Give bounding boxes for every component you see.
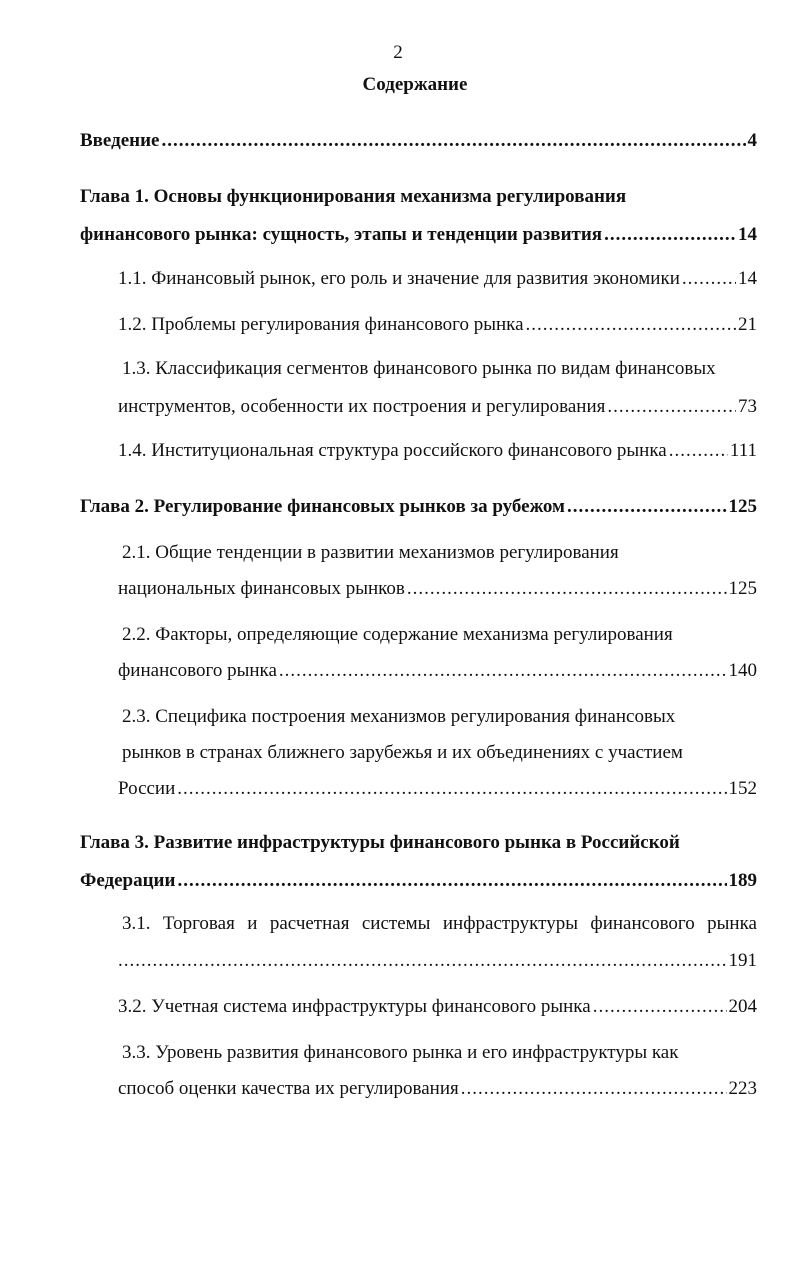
toc-entry-page: 191 — [728, 950, 757, 971]
toc-entry-label: России — [118, 778, 176, 799]
toc-entry-label: финансового рынка: сущность, этапы и тенденции развития — [80, 224, 603, 245]
dot-leader — [526, 314, 736, 336]
toc-entry-label: 3.2. Учетная система инфраструктуры финансового рынка — [118, 996, 591, 1017]
dot-leader — [669, 440, 728, 462]
word: 3.1. — [122, 913, 151, 934]
toc-entry-page: 111 — [729, 440, 757, 461]
toc-title: Содержание — [362, 74, 468, 95]
word: рынка — [707, 913, 757, 934]
toc-entry-intro[interactable] — [80, 130, 757, 152]
word: и — [247, 913, 258, 934]
dot-leader — [118, 950, 727, 972]
word: инфраструктуры — [442, 913, 578, 934]
word: системы — [361, 913, 431, 934]
dot-leader — [177, 778, 726, 800]
toc-entry-page: 125 — [728, 496, 757, 517]
toc-entry-1-4[interactable] — [118, 440, 757, 462]
toc-entry-label: способ оценки качества их регулирования — [118, 1078, 459, 1099]
toc-entry-label: Федерации — [80, 870, 176, 891]
chapter-3-heading-line1[interactable]: Глава 3. Развитие инфраструктуры финансового рынка в Российской — [80, 832, 680, 853]
toc-entry-2-1-line1[interactable]: 2.1. Общие тенденции в развитии механизмов регулирования — [122, 542, 619, 563]
toc-entry-1-3[interactable] — [118, 396, 757, 418]
dot-leader — [593, 996, 727, 1018]
toc-entry-label: 1.4. Институциональная структура российского финансового рынка — [118, 440, 667, 461]
toc-entry-3-3-line1[interactable]: 3.3. Уровень развития финансового рынка и его инфраструктуры как — [122, 1042, 679, 1063]
toc-entry-1-2[interactable] — [118, 314, 757, 336]
page-number: 2 — [393, 42, 403, 63]
toc-entry-label: национальных финансовых рынков — [118, 578, 405, 599]
toc-entry-page: 152 — [728, 778, 757, 799]
toc-entry-page: 14 — [738, 224, 757, 245]
toc-entry-chapter-3[interactable] — [80, 870, 757, 892]
toc-entry-chapter-2[interactable] — [80, 496, 757, 518]
toc-entry-label: Введение — [80, 130, 160, 151]
toc-entry-2-3-line2[interactable]: рынков в странах ближнего зарубежья и их объединениях с участием — [122, 742, 683, 763]
dot-leader — [279, 660, 727, 682]
toc-entry-page: 223 — [728, 1078, 757, 1099]
dot-leader — [682, 268, 736, 290]
dot-leader — [162, 130, 746, 152]
toc-entry-page: 73 — [738, 396, 757, 417]
toc-entry-3-1[interactable] — [118, 950, 757, 972]
toc-entry-label: 1.1. Финансовый рынок, его роль и значение для развития экономики — [118, 268, 680, 289]
toc-entry-2-2[interactable] — [118, 660, 757, 682]
toc-entry-3-1-line1[interactable] — [122, 913, 757, 935]
dot-leader — [607, 396, 736, 418]
dot-leader — [567, 496, 727, 518]
word: расчетная — [269, 913, 350, 934]
toc-entry-page: 4 — [747, 130, 757, 151]
toc-entry-page: 140 — [728, 660, 757, 681]
toc-entry-chapter-1[interactable] — [80, 224, 757, 246]
toc-entry-label: 1.2. Проблемы регулирования финансового рынка — [118, 314, 524, 335]
toc-entry-1-3-line1[interactable]: 1.3. Классификация сегментов финансового рынка по видам финансовых — [122, 358, 716, 379]
dot-leader — [177, 870, 726, 892]
dot-leader — [461, 1078, 727, 1100]
toc-entry-2-3-line1[interactable]: 2.3. Специфика построения механизмов регулирования финансовых — [122, 706, 676, 727]
dot-leader — [604, 224, 736, 246]
toc-entry-2-3[interactable] — [118, 778, 757, 800]
toc-entry-label: финансового рынка — [118, 660, 277, 681]
toc-entry-page: 189 — [728, 870, 757, 891]
word: финансового — [590, 913, 695, 934]
word: Торговая — [162, 913, 235, 934]
toc-entry-page: 21 — [738, 314, 757, 335]
toc-entry-page: 125 — [728, 578, 757, 599]
chapter-1-heading-line1[interactable]: Глава 1. Основы функционирования механизма регулирования — [80, 186, 627, 207]
toc-entry-label: инструментов, особенности их построения и регулирования — [118, 396, 606, 417]
toc-entry-3-3[interactable] — [118, 1078, 757, 1100]
toc-entry-1-1[interactable] — [118, 268, 757, 290]
toc-entry-3-2[interactable] — [118, 996, 757, 1018]
dot-leader — [407, 578, 727, 600]
toc-entry-2-1[interactable] — [118, 578, 757, 600]
toc-entry-page: 14 — [738, 268, 757, 289]
toc-entry-label: Глава 2. Регулирование финансовых рынков за рубежом — [80, 496, 565, 517]
toc-entry-page: 204 — [728, 996, 757, 1017]
toc-entry-2-2-line1[interactable]: 2.2. Факторы, определяющие содержание механизма регулирования — [122, 624, 673, 645]
